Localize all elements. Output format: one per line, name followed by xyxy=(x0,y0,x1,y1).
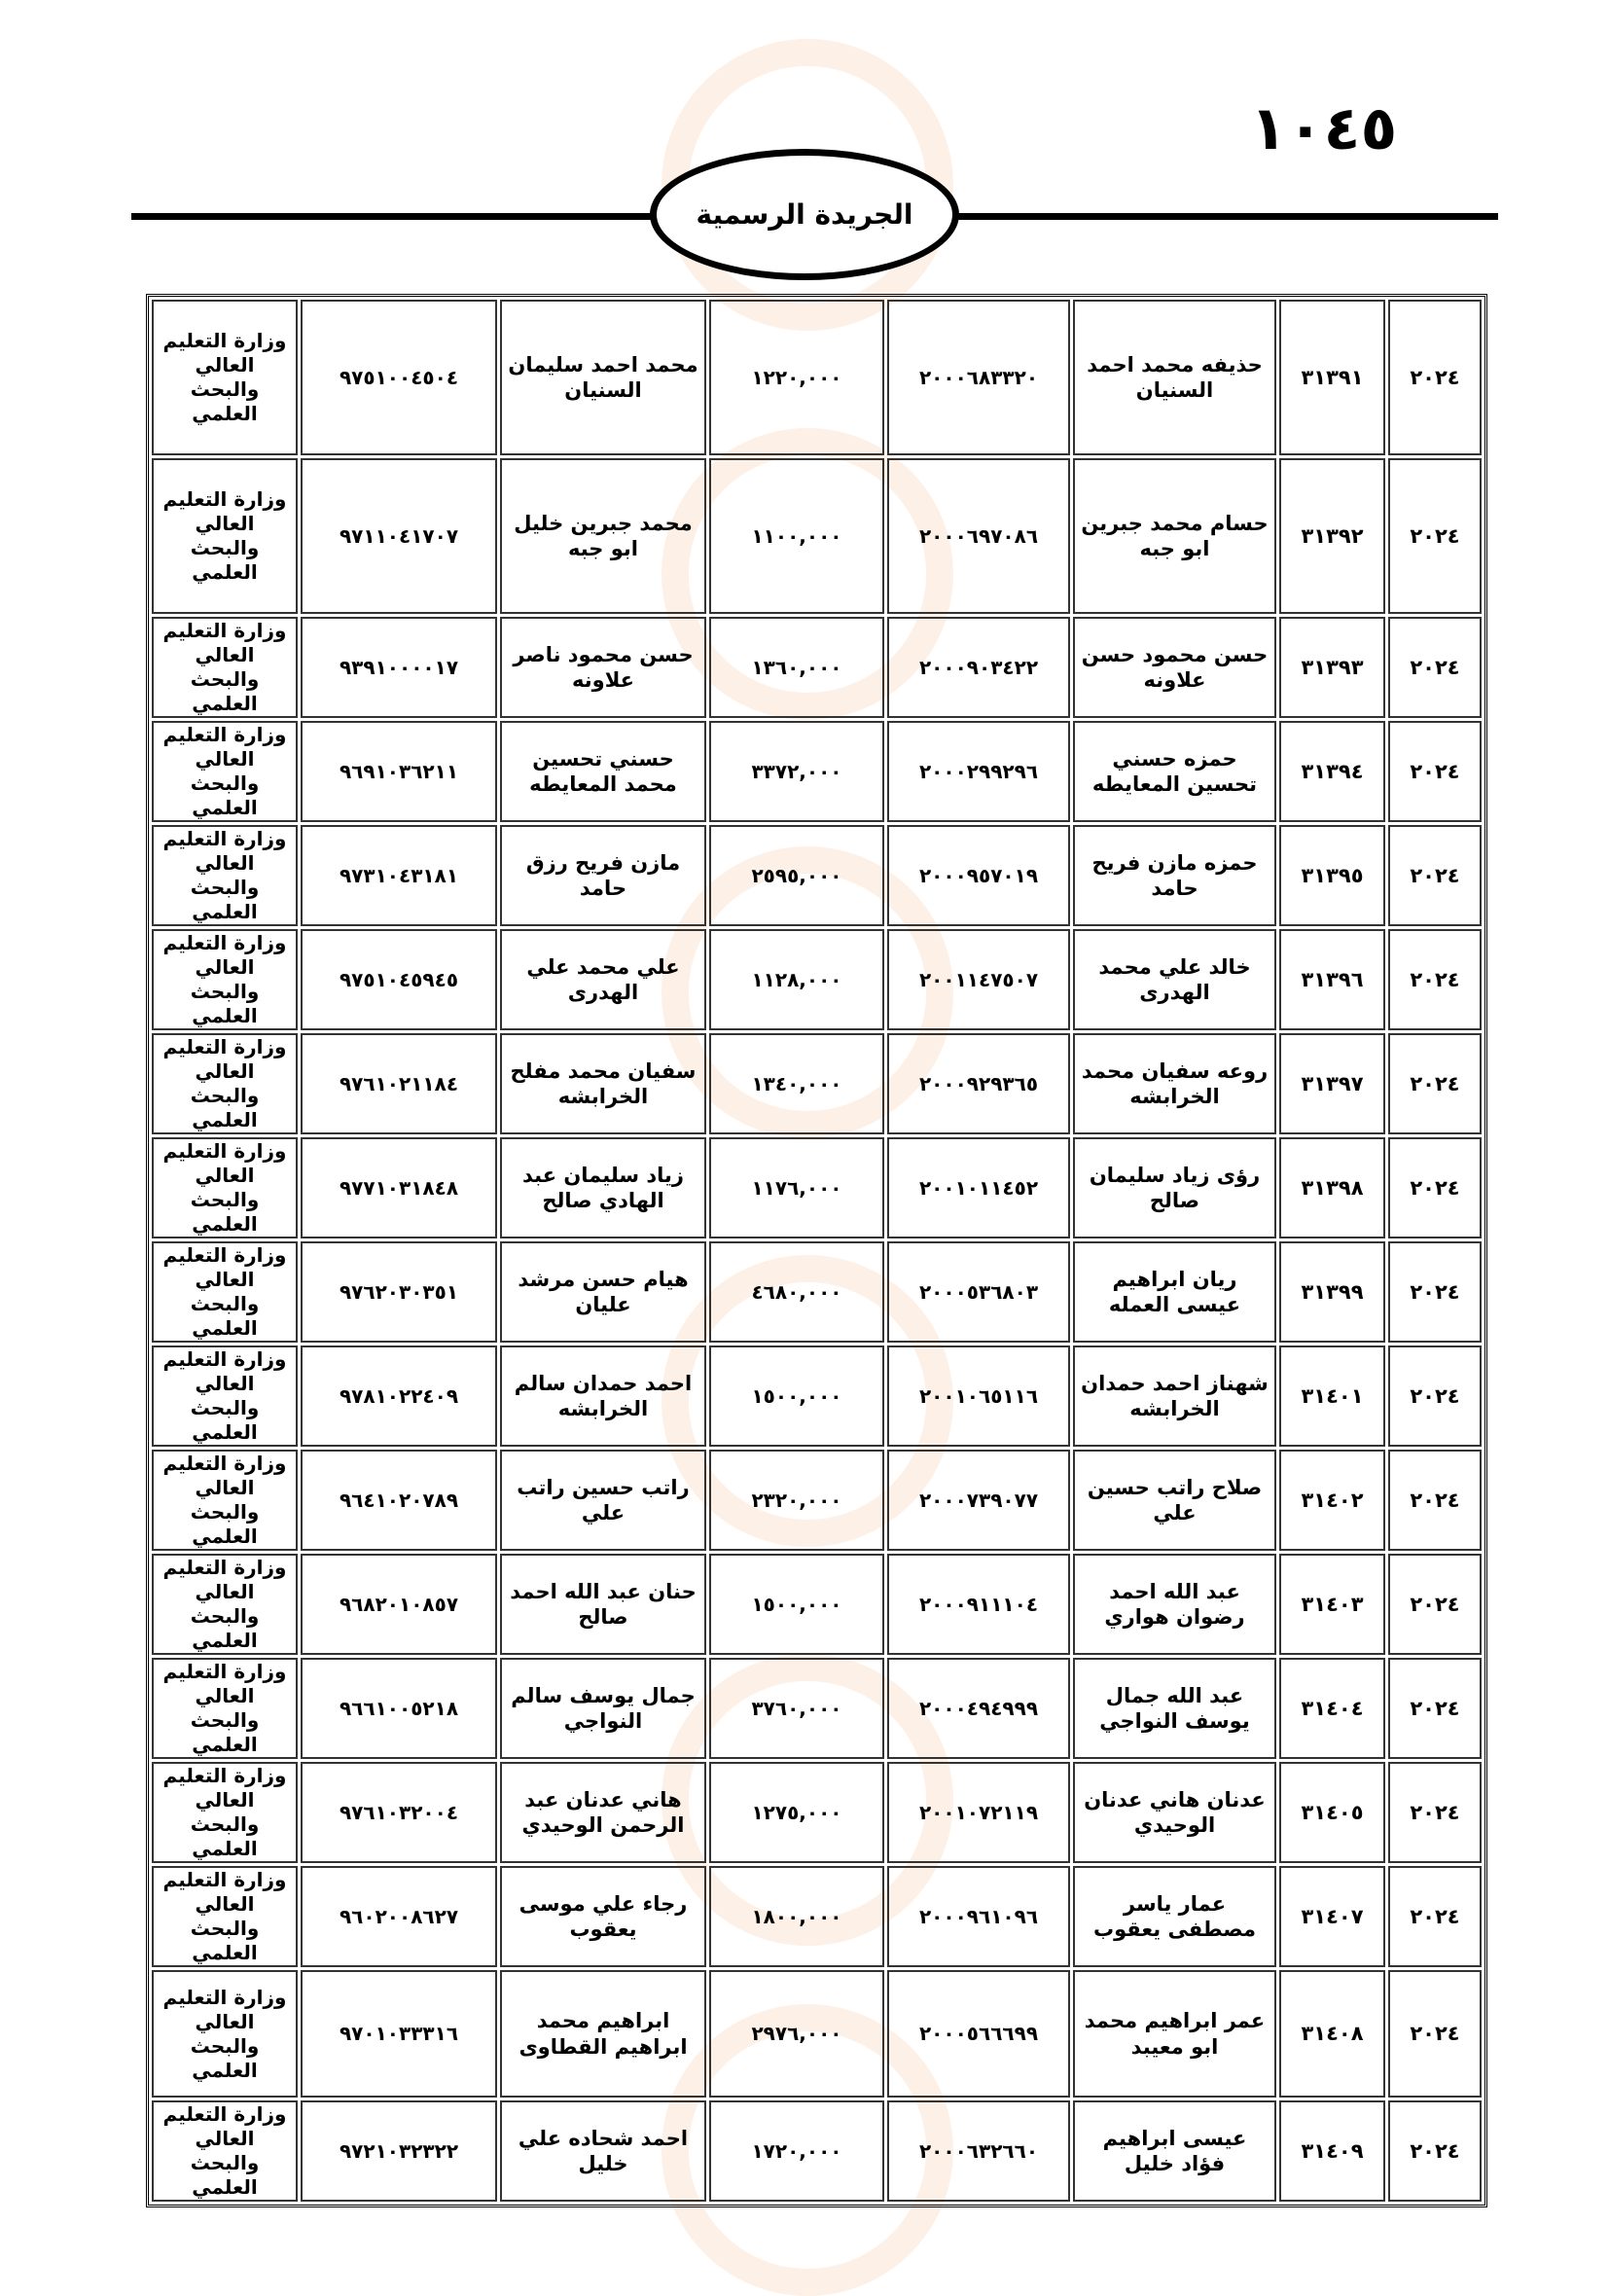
national-id-cell: ٩٧٧١٠٣١٨٤٨ xyxy=(301,1137,497,1238)
year-cell: ٢٠٢٤ xyxy=(1388,1033,1482,1134)
serial-cell: ٣١٤٠٩ xyxy=(1279,2100,1385,2202)
amount-cell: ١٢٧٥,٠٠٠ xyxy=(709,1762,884,1863)
amount-cell: ٣٧٦٠,٠٠٠ xyxy=(709,1658,884,1759)
serial-cell: ٣١٣٩٧ xyxy=(1279,1033,1385,1134)
serial-cell: ٣١٣٩٨ xyxy=(1279,1137,1385,1238)
table-row xyxy=(152,1241,1482,1343)
page-number: ١٠٤٥ xyxy=(1250,92,1398,163)
id-number-cell: ٢٠٠١٠١١٤٥٢ xyxy=(887,1137,1070,1238)
id-number-cell: ٢٠٠٠٦٣٢٦٦٠ xyxy=(887,2100,1070,2202)
ministry-cell: وزارة التعليم العالي والبحث العلمي xyxy=(152,1241,298,1343)
table-row xyxy=(152,721,1482,822)
ministry-cell: وزارة التعليم العالي والبحث العلمي xyxy=(152,1137,298,1238)
guardian-name-cell: هيام حسن مرشد عليان xyxy=(500,1241,706,1343)
amount-cell: ١١٧٦,٠٠٠ xyxy=(709,1137,884,1238)
serial-cell: ٣١٣٩١ xyxy=(1279,300,1385,455)
name-cell: عمار ياسر مصطفى يعقوب xyxy=(1073,1866,1276,1967)
year-cell: ٢٠٢٤ xyxy=(1388,1658,1482,1759)
national-id-cell: ٩٧٢١٠٣٢٣٢٢ xyxy=(301,2100,497,2202)
id-number-cell: ٢٠٠٠٦٩٧٠٨٦ xyxy=(887,458,1070,614)
ministry-cell: وزارة التعليم العالي والبحث العلمي xyxy=(152,1762,298,1863)
amount-cell: ١٥٠٠,٠٠٠ xyxy=(709,1345,884,1447)
ministry-cell: وزارة التعليم العالي والبحث العلمي xyxy=(152,1345,298,1447)
amount-cell: ١٨٠٠,٠٠٠ xyxy=(709,1866,884,1967)
serial-cell: ٣١٣٩٢ xyxy=(1279,458,1385,614)
name-cell: ريان ابراهيم عيسى العمله xyxy=(1073,1241,1276,1343)
name-cell: عيسى ابراهيم فؤاد خليل xyxy=(1073,2100,1276,2202)
amount-cell: ١١٢٨,٠٠٠ xyxy=(709,929,884,1030)
guardian-name-cell: رجاء علي موسى يعقوب xyxy=(500,1866,706,1967)
name-cell: صلاح راتب حسين علي xyxy=(1073,1450,1276,1551)
national-id-cell: ٩٧٥١٠٠٤٥٠٤ xyxy=(301,300,497,455)
id-number-cell: ٢٠٠٠٩١١١٠٤ xyxy=(887,1554,1070,1655)
guardian-name-cell: راتب حسين راتب علي xyxy=(500,1450,706,1551)
table-row xyxy=(152,1554,1482,1655)
gazette-title: الجريدة الرسمية xyxy=(696,198,913,231)
ministry-cell: وزارة التعليم العالي والبحث العلمي xyxy=(152,1658,298,1759)
serial-cell: ٣١٣٩٤ xyxy=(1279,721,1385,822)
national-id-cell: ٩٦٦١٠٠٥٢١٨ xyxy=(301,1658,497,1759)
name-cell: حذيفه محمد احمد السنيان xyxy=(1073,300,1276,455)
amount-cell: ١٣٦٠,٠٠٠ xyxy=(709,617,884,718)
serial-cell: ٣١٤٠٣ xyxy=(1279,1554,1385,1655)
year-cell: ٢٠٢٤ xyxy=(1388,1137,1482,1238)
name-cell: عدنان هاني عدنان الوحيدي xyxy=(1073,1762,1276,1863)
ministry-cell: وزارة التعليم العالي والبحث العلمي xyxy=(152,929,298,1030)
guardian-name-cell: حسني تحسين محمد المعايطه xyxy=(500,721,706,822)
guardian-name-cell: زياد سليمان عبد الهادي صالح xyxy=(500,1137,706,1238)
year-cell: ٢٠٢٤ xyxy=(1388,2100,1482,2202)
amount-cell: ٢٩٧٦,٠٠٠ xyxy=(709,1970,884,2098)
national-id-cell: ٩٦٠٢٠٠٨٦٢٧ xyxy=(301,1866,497,1967)
guardian-name-cell: حسن محمود ناصر علاونه xyxy=(500,617,706,718)
serial-cell: ٣١٤٠٢ xyxy=(1279,1450,1385,1551)
year-cell: ٢٠٢٤ xyxy=(1388,1345,1482,1447)
id-number-cell: ٢٠٠١٠٧٢١١٩ xyxy=(887,1762,1070,1863)
amount-cell: ١١٠٠,٠٠٠ xyxy=(709,458,884,614)
guardian-name-cell: ابراهيم محمد ابراهيم القطاوى xyxy=(500,1970,706,2098)
ministry-cell: وزارة التعليم العالي والبحث العلمي xyxy=(152,1554,298,1655)
table-row xyxy=(152,1762,1482,1863)
id-number-cell: ٢٠٠٠٧٣٩٠٧٧ xyxy=(887,1450,1070,1551)
serial-cell: ٣١٤٠٤ xyxy=(1279,1658,1385,1759)
table-row xyxy=(152,300,1482,455)
ministry-cell: وزارة التعليم العالي والبحث العلمي xyxy=(152,300,298,455)
id-number-cell: ٢٠٠١١٤٧٥٠٧ xyxy=(887,929,1070,1030)
year-cell: ٢٠٢٤ xyxy=(1388,1762,1482,1863)
year-cell: ٢٠٢٤ xyxy=(1388,825,1482,926)
name-cell: عبد الله جمال يوسف النواجي xyxy=(1073,1658,1276,1759)
ministry-cell: وزارة التعليم العالي والبحث العلمي xyxy=(152,1450,298,1551)
national-id-cell: ٩٧١١٠٤١٧٠٧ xyxy=(301,458,497,614)
year-cell: ٢٠٢٤ xyxy=(1388,1970,1482,2098)
id-number-cell: ٢٠٠٠٥٣٦٨٠٣ xyxy=(887,1241,1070,1343)
guardian-name-cell: مازن فريح رزق حامد xyxy=(500,825,706,926)
records-table xyxy=(146,294,1487,2207)
serial-cell: ٣١٤٠٥ xyxy=(1279,1762,1385,1863)
table-row xyxy=(152,2100,1482,2202)
serial-cell: ٣١٣٩٣ xyxy=(1279,617,1385,718)
id-number-cell: ٢٠٠٠٦٨٣٣٢٠ xyxy=(887,300,1070,455)
year-cell: ٢٠٢٤ xyxy=(1388,721,1482,822)
name-cell: شهناز احمد حمدان الخرابشه xyxy=(1073,1345,1276,1447)
year-cell: ٢٠٢٤ xyxy=(1388,1450,1482,1551)
name-cell: رؤى زياد سليمان صالح xyxy=(1073,1137,1276,1238)
national-id-cell: ٩٧٦١٠٣٢٠٠٤ xyxy=(301,1762,497,1863)
ministry-cell: وزارة التعليم العالي والبحث العلمي xyxy=(152,1866,298,1967)
id-number-cell: ٢٠٠٠٩٢٩٣٦٥ xyxy=(887,1033,1070,1134)
id-number-cell: ٢٠٠٠٢٩٩٢٩٦ xyxy=(887,721,1070,822)
ministry-cell: وزارة التعليم العالي والبحث العلمي xyxy=(152,1033,298,1134)
year-cell: ٢٠٢٤ xyxy=(1388,1241,1482,1343)
table-row xyxy=(152,1345,1482,1447)
national-id-cell: ٩٧٠١٠٣٣٣١٦ xyxy=(301,1970,497,2098)
serial-cell: ٣١٣٩٦ xyxy=(1279,929,1385,1030)
amount-cell: ١٣٤٠,٠٠٠ xyxy=(709,1033,884,1134)
amount-cell: ٣٣٧٢,٠٠٠ xyxy=(709,721,884,822)
national-id-cell: ٩٧٣١٠٤٣١٨١ xyxy=(301,825,497,926)
national-id-cell: ٩٧٥١٠٤٥٩٤٥ xyxy=(301,929,497,1030)
guardian-name-cell: علي محمد علي الهدرى xyxy=(500,929,706,1030)
table-row xyxy=(152,1033,1482,1134)
ministry-cell: وزارة التعليم العالي والبحث العلمي xyxy=(152,2100,298,2202)
id-number-cell: ٢٠٠٠٩٦١٠٩٦ xyxy=(887,1866,1070,1967)
amount-cell: ١٧٢٠,٠٠٠ xyxy=(709,2100,884,2202)
name-cell: خالد علي محمد الهدرى xyxy=(1073,929,1276,1030)
name-cell: عبد الله احمد رضوان هواري xyxy=(1073,1554,1276,1655)
table-row xyxy=(152,1137,1482,1238)
name-cell: عمر ابراهيم محمد ابو معيبد xyxy=(1073,1970,1276,2098)
table-row xyxy=(152,929,1482,1030)
national-id-cell: ٩٦٨٢٠١٠٨٥٧ xyxy=(301,1554,497,1655)
serial-cell: ٣١٣٩٥ xyxy=(1279,825,1385,926)
amount-cell: ١٢٢٠,٠٠٠ xyxy=(709,300,884,455)
national-id-cell: ٩٧٦١٠٢١١٨٤ xyxy=(301,1033,497,1134)
id-number-cell: ٢٠٠٠٩٥٧٠١٩ xyxy=(887,825,1070,926)
table-row xyxy=(152,458,1482,614)
name-cell: حمزه حسني تحسين المعايطه xyxy=(1073,721,1276,822)
year-cell: ٢٠٢٤ xyxy=(1388,1866,1482,1967)
table-row xyxy=(152,1970,1482,2098)
id-number-cell: ٢٠٠٠٤٩٤٩٩٩ xyxy=(887,1658,1070,1759)
national-id-cell: ٩٧٨١٠٢٢٤٠٩ xyxy=(301,1345,497,1447)
guardian-name-cell: احمد شحاده علي خليل xyxy=(500,2100,706,2202)
ministry-cell: وزارة التعليم العالي والبحث العلمي xyxy=(152,458,298,614)
table-row xyxy=(152,1658,1482,1759)
year-cell: ٢٠٢٤ xyxy=(1388,458,1482,614)
year-cell: ٢٠٢٤ xyxy=(1388,929,1482,1030)
ministry-cell: وزارة التعليم العالي والبحث العلمي xyxy=(152,721,298,822)
national-id-cell: ٩٣٩١٠٠٠٠١٧ xyxy=(301,617,497,718)
amount-cell: ٤٦٨٠,٠٠٠ xyxy=(709,1241,884,1343)
year-cell: ٢٠٢٤ xyxy=(1388,617,1482,718)
guardian-name-cell: احمد حمدان سالم الخرابشه xyxy=(500,1345,706,1447)
year-cell: ٢٠٢٤ xyxy=(1388,1554,1482,1655)
amount-cell: ١٥٠٠,٠٠٠ xyxy=(709,1554,884,1655)
serial-cell: ٣١٣٩٩ xyxy=(1279,1241,1385,1343)
guardian-name-cell: هاني عدنان عبد الرحمن الوحيدي xyxy=(500,1762,706,1863)
guardian-name-cell: حنان عبد الله احمد صالح xyxy=(500,1554,706,1655)
guardian-name-cell: محمد احمد سليمان السنيان xyxy=(500,300,706,455)
national-id-cell: ٩٦٤١٠٢٠٧٨٩ xyxy=(301,1450,497,1551)
name-cell: حسام محمد جبرين ابو جبه xyxy=(1073,458,1276,614)
serial-cell: ٣١٤٠٨ xyxy=(1279,1970,1385,2098)
name-cell: حمزه مازن فريح حامد xyxy=(1073,825,1276,926)
gazette-title-oval xyxy=(650,149,959,280)
year-cell: ٢٠٢٤ xyxy=(1388,300,1482,455)
serial-cell: ٣١٤٠٧ xyxy=(1279,1866,1385,1967)
amount-cell: ٢٣٢٠,٠٠٠ xyxy=(709,1450,884,1551)
table-row xyxy=(152,1866,1482,1967)
name-cell: روعه سفيان محمد الخرابشه xyxy=(1073,1033,1276,1134)
national-id-cell: ٩٧٦٢٠٣٠٣٥١ xyxy=(301,1241,497,1343)
id-number-cell: ٢٠٠٠٩٠٣٤٢٢ xyxy=(887,617,1070,718)
id-number-cell: ٢٠٠٠٥٦٦٦٩٩ xyxy=(887,1970,1070,2098)
national-id-cell: ٩٦٩١٠٣٦٢١١ xyxy=(301,721,497,822)
guardian-name-cell: محمد جبرين خليل ابو جبه xyxy=(500,458,706,614)
table-row xyxy=(152,825,1482,926)
name-cell: حسن محمود حسن علاونه xyxy=(1073,617,1276,718)
ministry-cell: وزارة التعليم العالي والبحث العلمي xyxy=(152,617,298,718)
guardian-name-cell: سفيان محمد مفلح الخرابشه xyxy=(500,1033,706,1134)
amount-cell: ٢٥٩٥,٠٠٠ xyxy=(709,825,884,926)
ministry-cell: وزارة التعليم العالي والبحث العلمي xyxy=(152,825,298,926)
guardian-name-cell: جمال يوسف سالم النواجي xyxy=(500,1658,706,1759)
serial-cell: ٣١٤٠١ xyxy=(1279,1345,1385,1447)
ministry-cell: وزارة التعليم العالي والبحث العلمي xyxy=(152,1970,298,2098)
id-number-cell: ٢٠٠١٠٦٥١١٦ xyxy=(887,1345,1070,1447)
table-row xyxy=(152,617,1482,718)
table-row xyxy=(152,1450,1482,1551)
